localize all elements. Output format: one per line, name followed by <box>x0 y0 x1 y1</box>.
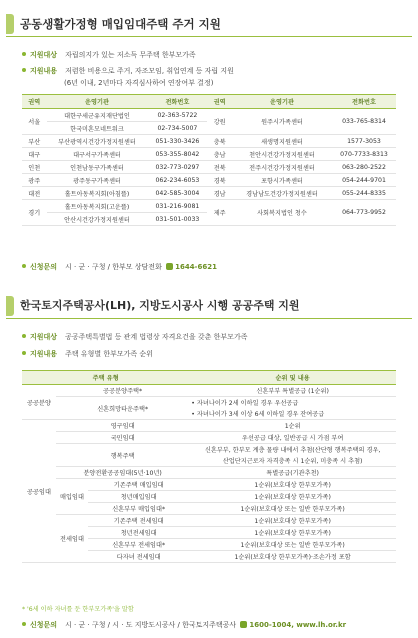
org-cell: 대구서구가족센터 <box>47 148 148 161</box>
detail-cell: 1순위(보호대상 또는 일반 한부모가족) <box>189 503 396 515</box>
phone-cell: 051-330-3426 <box>147 135 207 148</box>
org-cell: 부산광역시건강가정지원센터 <box>47 135 148 148</box>
header-priority: 순위 및 내용 <box>189 371 396 385</box>
table-row <box>22 444 396 456</box>
bullet-dot-icon <box>22 622 26 626</box>
phone-cell: 1577-3053 <box>332 135 396 148</box>
org-cell: 한국미혼모네트워크 <box>47 122 148 135</box>
housing-priority-table <box>22 370 396 563</box>
section1-underline <box>6 36 412 37</box>
content-label: 지원내용 <box>30 67 58 75</box>
type-cell: 청년매입임대 <box>88 491 189 503</box>
phone-cell: 02-734-5007 <box>147 122 207 135</box>
region-cell: 전북 <box>207 161 232 174</box>
type-cell: 공공분양주택* <box>56 385 189 397</box>
table-row <box>22 420 396 432</box>
header-region: 권역 <box>22 95 47 109</box>
phone-cell: 033-765-8314 <box>332 109 396 135</box>
table-row <box>22 397 396 409</box>
type-cell: 영구임대 <box>56 420 189 432</box>
type-cell: 다자녀 전세임대 <box>88 551 189 563</box>
region-cell: 서울 <box>22 109 47 135</box>
header-region: 권역 <box>207 95 232 109</box>
type-cell: 기존주택 매입임대 <box>88 479 189 491</box>
detail-cell: 1순위(보호대상 한부모가족)·조손가정 포함 <box>189 551 396 563</box>
category-cell: 공공분양 <box>22 385 56 420</box>
section2-content <box>22 349 153 360</box>
region-cell: 충북 <box>207 135 232 148</box>
table-row <box>22 385 396 397</box>
type-cell: 행복주택 <box>56 444 189 467</box>
detail-cell: 1순위(보호대상 한부모가족) <box>189 527 396 539</box>
phone-cell: 070-7733-8313 <box>332 148 396 161</box>
detail-cell: 신혼부부, 한부모 계층 물량 내에서 추첨(산단형 행복주택의 경우, <box>204 447 381 454</box>
phone-cell: 064-773-9952 <box>332 200 396 226</box>
category-cell: 공공임대 <box>22 420 56 563</box>
detail-cell: 1순위 <box>189 420 396 432</box>
section1-contact <box>22 262 217 272</box>
phone-cell: 055-244-8335 <box>332 187 396 200</box>
type-cell: 신혼부부 전세임대* <box>88 539 189 551</box>
org-cell: 홀트아동복지회(고운뜰) <box>47 200 148 213</box>
detail-cell: 산업단지근로자 자격충족 시 1순위, 미충족 시 추첨) <box>189 455 396 467</box>
table-row <box>22 200 396 213</box>
content-text: 주택 유형별 한부모가족 순위 <box>65 350 153 358</box>
bullet-dot-icon <box>22 264 26 268</box>
subcategory-cell: 전세임대 <box>56 515 88 563</box>
header-phone: 전화번호 <box>332 95 396 109</box>
detail-cell: 신혼부부 특별공급 (1순위) <box>189 385 396 397</box>
table-row <box>22 109 396 122</box>
region-cell: 인천 <box>22 161 47 174</box>
table-row <box>22 148 396 161</box>
section1-title-bar <box>6 14 14 34</box>
bullet-dot-icon <box>22 52 26 56</box>
target-label: 지원대상 <box>30 51 58 59</box>
apply-label: 신청문의 <box>30 263 58 271</box>
section1-heading: 공동생활가정형 매입임대주택 주거 지원 <box>20 17 221 31</box>
org-cell: 인천남동구가족센터 <box>47 161 148 174</box>
section2-title <box>6 296 412 316</box>
table-row <box>22 174 396 187</box>
section1-title <box>6 14 412 34</box>
subcategory-cell: 매입임대 <box>56 479 88 515</box>
section2-target <box>22 332 247 343</box>
table-row <box>22 479 396 491</box>
phone-cell: 063-280-2522 <box>332 161 396 174</box>
table-row <box>22 187 396 200</box>
detail-cell: 1순위(보호대상 한부모가족) <box>189 491 396 503</box>
org-cell: 홀트아동복지회(아침뜰) <box>47 187 148 200</box>
region-cell: 경북 <box>207 174 232 187</box>
region-cell: 경기 <box>22 200 47 226</box>
region-cell: 제주 <box>207 200 232 226</box>
phone-icon <box>166 263 173 270</box>
detail-cell: 특별공급(기관추천) <box>189 467 396 479</box>
type-cell: 국민임대 <box>56 432 189 444</box>
phone-icon <box>240 621 247 628</box>
detail-cell: 우선공급 대상, 일반공급 시 가점 부여 <box>189 432 396 444</box>
table-header-row <box>22 371 396 385</box>
type-cell: 청년전세임대 <box>88 527 189 539</box>
content-label: 지원내용 <box>30 350 58 358</box>
section2-title-bar <box>6 296 14 316</box>
content-text: 저렴한 비용으로 주거, 자조모임, 취업연계 등 자립 지원 <box>65 67 234 75</box>
org-cell: 안산시건강가정지원센터 <box>47 213 148 226</box>
section2-heading: 한국토지주택공사(LH), 지방도시공사 시행 공공주택 지원 <box>20 299 300 312</box>
table-row <box>22 467 396 479</box>
phone-cell: 02-363-5722 <box>147 109 207 122</box>
table-row <box>22 432 396 444</box>
header-org: 운영기관 <box>232 95 332 109</box>
section1-content-sub <box>64 78 213 89</box>
content-subtext: (6년 이내, 2년마다 자격심사하여 연장여부 결정) <box>64 79 214 87</box>
bullet-dot-icon <box>22 68 26 72</box>
phone-cell: 032-773-0297 <box>147 161 207 174</box>
type-cell: 분양전환공공임대(5년·10년) <box>56 467 189 479</box>
target-text: 공공주택특별법 등 관계 법령상 자격요건을 갖춘 한부모가족 <box>65 333 248 341</box>
footnote: * '6세 이하 자녀를 둔 한부모가족'을 말함 <box>22 606 134 613</box>
region-cell: 충남 <box>207 148 232 161</box>
section2-underline <box>6 318 412 319</box>
org-cell: 사회복지법인 청수 <box>232 200 332 226</box>
apply-phone[interactable]: 1644-6621 <box>175 263 217 271</box>
table-header-row <box>22 95 396 109</box>
org-cell: 원주시가족센터 <box>232 109 332 135</box>
apply-text: 시 · 군 · 구청 / 시 · 도 지방도시공사 / 한국토지주택공사 <box>65 621 237 629</box>
phone-cell: 042-585-3004 <box>147 187 207 200</box>
bullet-dot-icon <box>22 334 26 338</box>
table-row <box>22 515 396 527</box>
detail-cell: 1순위(보호대상 한부모가족) <box>189 515 396 527</box>
phone-cell: 054-244-9701 <box>332 174 396 187</box>
region-cell: 대구 <box>22 148 47 161</box>
region-cell: 대전 <box>22 187 47 200</box>
institution-table <box>22 94 396 226</box>
region-cell: 부산 <box>22 135 47 148</box>
org-cell: 광주동구가족센터 <box>47 174 148 187</box>
org-cell: 포항시가족센터 <box>232 174 332 187</box>
org-cell: 대한구세군유지재단법인 <box>47 109 148 122</box>
region-cell: 경남 <box>207 187 232 200</box>
phone-cell: 031-501-0033 <box>147 213 207 226</box>
type-cell: 신혼부부 매입임대* <box>88 503 189 515</box>
section1-target <box>22 50 196 61</box>
apply-text: 시 · 군 · 구청 / 한부모 상담전화 <box>65 263 162 271</box>
region-cell: 광주 <box>22 174 47 187</box>
org-cell: 전주시건강가정지원센터 <box>232 161 332 174</box>
detail-cell: • 자녀나이가 3세 이상 6세 이하일 경우 잔여공급 <box>189 408 396 420</box>
apply-phone[interactable]: 1600-1004, www.lh.or.kr <box>249 621 347 629</box>
header-phone: 전화번호 <box>147 95 207 109</box>
section2-contact <box>22 620 346 630</box>
table-row <box>22 161 396 174</box>
bullet-dot-icon <box>22 351 26 355</box>
region-cell: 강원 <box>207 109 232 135</box>
org-cell: 경남남도건강가정지원센터 <box>232 187 332 200</box>
type-cell: 기존주택 전세임대 <box>88 515 189 527</box>
type-cell: 신혼희망타운주택* <box>56 397 189 420</box>
org-cell: 천안시건강가정지원센터 <box>232 148 332 161</box>
target-text: 자립의지가 있는 저소득 무주택 한부모가족 <box>65 51 196 59</box>
phone-cell: 062-234-6053 <box>147 174 207 187</box>
header-org: 운영기관 <box>47 95 148 109</box>
phone-cell: 031-216-9081 <box>147 200 207 213</box>
detail-cell: • 자녀나이가 2세 이하일 경우 우선공급 <box>191 400 299 407</box>
detail-cell: 1순위(보호대상 또는 일반 한부모가족) <box>189 539 396 551</box>
phone-cell: 053-355-8042 <box>147 148 207 161</box>
target-label: 지원대상 <box>30 333 58 341</box>
table-row <box>22 135 396 148</box>
section1-content <box>22 66 234 77</box>
header-housing-type: 주택 유형 <box>22 371 189 385</box>
detail-cell: 1순위(보호대상 한부모가족) <box>189 479 396 491</box>
org-cell: 새생명지원센터 <box>232 135 332 148</box>
apply-label: 신청문의 <box>30 621 58 629</box>
